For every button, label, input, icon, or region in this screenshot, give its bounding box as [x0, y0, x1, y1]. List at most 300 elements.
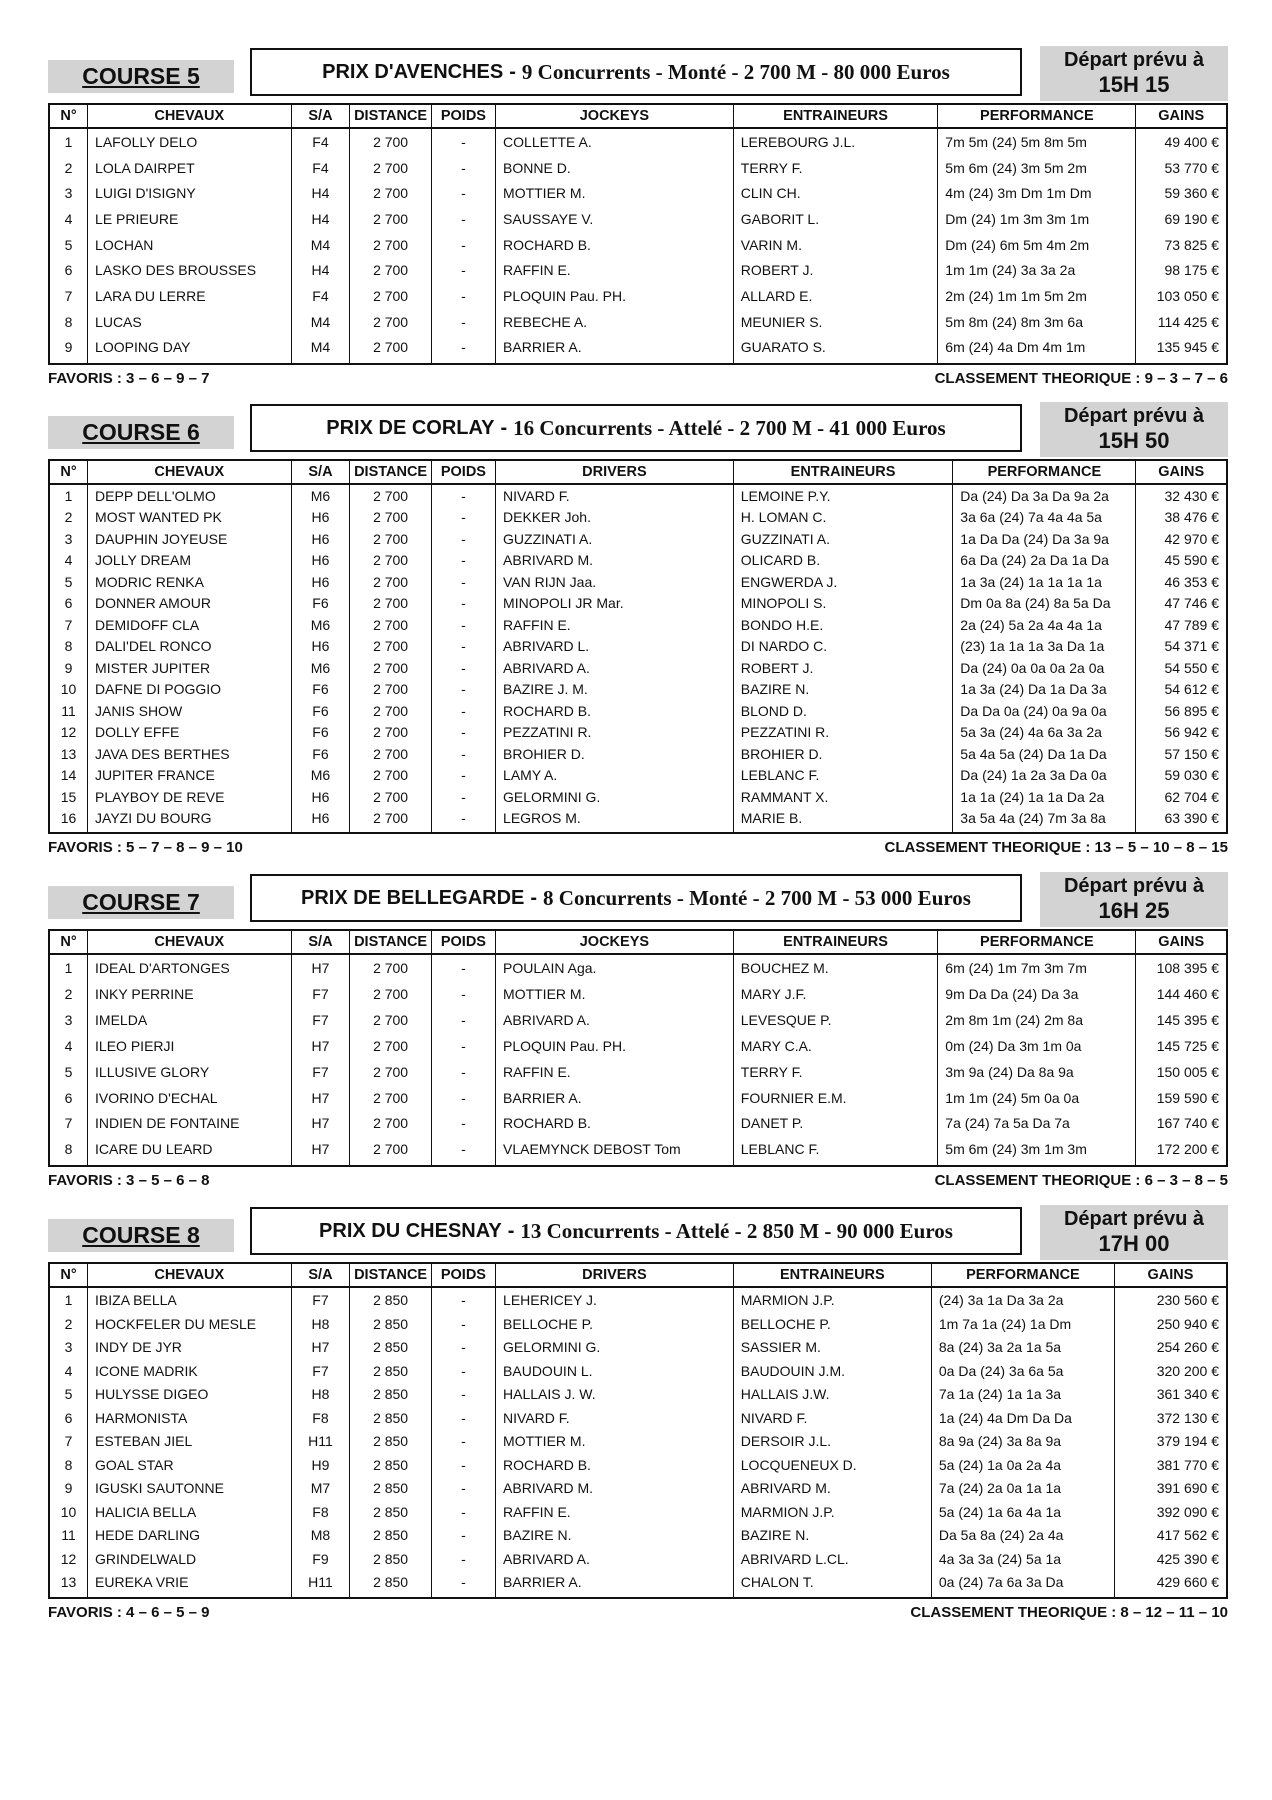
cell-rider: ROCHARD B. [496, 232, 734, 258]
cell-earnings: 53 770 € [1136, 155, 1227, 181]
cell-performance: 4m (24) 3m Dm 1m Dm [938, 180, 1136, 206]
cell-weight: - [431, 1500, 495, 1524]
col-header-distance: DISTANCE [350, 930, 431, 954]
cell-trainer: ROBERT J. [733, 257, 938, 283]
cell-rider: ROCHARD B. [496, 700, 734, 722]
cell-horse: MISTER JUPITER [88, 657, 291, 679]
table-row [49, 981, 1227, 1007]
col-header-sex-age: S/A [291, 460, 350, 484]
cell-distance: 2 700 [350, 657, 431, 679]
cell-performance: 7m 5m (24) 5m 8m 5m [938, 128, 1136, 155]
cell-trainer: OLICARD B. [733, 550, 953, 572]
cell-number: 10 [49, 679, 88, 701]
cell-weight: - [431, 657, 495, 679]
cell-trainer: MEUNIER S. [733, 309, 938, 335]
race-program-page [48, 46, 1228, 1623]
table-row [49, 528, 1227, 550]
cell-earnings: 32 430 € [1136, 484, 1227, 507]
cell-trainer: DI NARDO C. [733, 636, 953, 658]
cell-sex-age: H7 [291, 954, 350, 981]
table-row [49, 1476, 1227, 1500]
cell-rider: MOTTIER M. [496, 1429, 734, 1453]
favorites: FAVORIS : 3 – 6 – 9 – 7 [48, 370, 210, 388]
col-header-performance: PERFORMANCE [953, 460, 1136, 484]
cell-performance: 1a 3a (24) Da 1a Da 3a [953, 679, 1136, 701]
course-footer [48, 1171, 1228, 1191]
cell-number: 12 [49, 1547, 88, 1571]
col-header-jockeys: JOCKEYS [496, 930, 734, 954]
race-title-separator: - [530, 886, 538, 909]
cell-rider: VAN RIJN Jaa. [496, 571, 734, 593]
table-row [49, 257, 1227, 283]
cell-weight: - [431, 257, 495, 283]
cell-number: 9 [49, 657, 88, 679]
cell-distance: 2 700 [350, 700, 431, 722]
cell-performance: Dm (24) 1m 3m 3m 1m [938, 206, 1136, 232]
col-header-horses: CHEVAUX [88, 1263, 291, 1287]
cell-rider: PEZZATINI R. [496, 722, 734, 744]
col-header-earnings: GAINS [1136, 930, 1227, 954]
cell-number: 14 [49, 765, 88, 787]
cell-earnings: 42 970 € [1136, 528, 1227, 550]
cell-sex-age: M4 [291, 335, 350, 365]
cell-performance: Da Da 0a (24) 0a 9a 0a [953, 700, 1136, 722]
cell-weight: - [431, 507, 495, 529]
table-row [49, 786, 1227, 808]
cell-trainer: BAZIRE N. [733, 679, 953, 701]
cell-distance: 2 700 [350, 765, 431, 787]
cell-performance: 0m (24) Da 3m 1m 0a [938, 1033, 1136, 1059]
col-header-horses: CHEVAUX [88, 460, 291, 484]
cell-weight: - [431, 335, 495, 365]
cell-earnings: 59 360 € [1136, 180, 1227, 206]
cell-weight: - [431, 232, 495, 258]
cell-rider: REBECHE A. [496, 309, 734, 335]
cell-distance: 2 850 [350, 1570, 431, 1598]
cell-horse: DEPP DELL'OLMO [88, 484, 291, 507]
cell-trainer: MARIE B. [733, 808, 953, 834]
cell-rider: RAFFIN E. [496, 614, 734, 636]
course-8-section [48, 1205, 1228, 1623]
cell-number: 11 [49, 1523, 88, 1547]
cell-trainer: SASSIER M. [733, 1335, 931, 1359]
cell-weight: - [431, 283, 495, 309]
cell-sex-age: F6 [291, 743, 350, 765]
cell-performance: 0a Da (24) 3a 6a 5a [931, 1359, 1114, 1383]
cell-weight: - [431, 954, 495, 981]
departure-label: Départ prévu à [1063, 1208, 1205, 1231]
cell-earnings: 391 690 € [1115, 1476, 1228, 1500]
cell-rider: BAUDOUIN L. [496, 1359, 734, 1383]
cell-rider: ABRIVARD A. [496, 1007, 734, 1033]
cell-number: 8 [49, 1136, 88, 1166]
race-title-separator: - [509, 60, 516, 83]
runners-body [49, 954, 1227, 1166]
cell-trainer: MARMION J.P. [733, 1500, 931, 1524]
departure-time: 17H 00 [1098, 1231, 1170, 1257]
cell-horse: JOLLY DREAM [88, 550, 291, 572]
table-row [49, 1059, 1227, 1085]
cell-rider: BARRIER A. [496, 1085, 734, 1111]
course-footer [48, 369, 1228, 389]
cell-performance: 8a 9a (24) 3a 8a 9a [931, 1429, 1114, 1453]
table-row [49, 679, 1227, 701]
race-name: PRIX D'AVENCHES [322, 60, 504, 83]
cell-horse: IVORINO D'ECHAL [88, 1085, 291, 1111]
race-name: PRIX DU CHESNAY [319, 1219, 502, 1242]
cell-rider: BROHIER D. [496, 743, 734, 765]
cell-distance: 2 700 [350, 614, 431, 636]
cell-rider: RAFFIN E. [496, 1500, 734, 1524]
cell-performance: Dm (24) 6m 5m 4m 2m [938, 232, 1136, 258]
table-row [49, 1136, 1227, 1166]
cell-rider: GELORMINI G. [496, 786, 734, 808]
cell-trainer: TERRY F. [733, 1059, 938, 1085]
cell-horse: LAFOLLY DELO [88, 128, 291, 155]
cell-number: 8 [49, 636, 88, 658]
cell-distance: 2 700 [350, 155, 431, 181]
race-details: 8 Concurrents - Monté - 2 700 M - 53 000 Euros [543, 885, 971, 910]
cell-weight: - [431, 700, 495, 722]
cell-distance: 2 700 [350, 257, 431, 283]
theoretical-ranking: CLASSEMENT THEORIQUE : 6 – 3 – 8 – 5 [934, 1172, 1228, 1190]
cell-trainer: PEZZATINI R. [733, 722, 953, 744]
cell-horse: LARA DU LERRE [88, 283, 291, 309]
cell-horse: GRINDELWALD [88, 1547, 291, 1571]
cell-earnings: 57 150 € [1136, 743, 1227, 765]
cell-number: 6 [49, 257, 88, 283]
course-5-section [48, 46, 1228, 389]
cell-rider: RAFFIN E. [496, 1059, 734, 1085]
cell-horse: EUREKA VRIE [88, 1570, 291, 1598]
col-header-trainers: ENTRAINEURS [733, 460, 953, 484]
cell-earnings: 54 550 € [1136, 657, 1227, 679]
cell-earnings: 73 825 € [1136, 232, 1227, 258]
cell-sex-age: H11 [291, 1570, 350, 1598]
cell-sex-age: F8 [291, 1406, 350, 1430]
col-header-drivers: DRIVERS [496, 460, 734, 484]
favorites: FAVORIS : 4 – 6 – 5 – 9 [48, 1603, 210, 1621]
cell-performance: 8a (24) 3a 2a 1a 5a [931, 1335, 1114, 1359]
cell-horse: MOST WANTED PK [88, 507, 291, 529]
cell-weight: - [431, 155, 495, 181]
cell-horse: LUIGI D'ISIGNY [88, 180, 291, 206]
table-row [49, 309, 1227, 335]
cell-earnings: 372 130 € [1115, 1406, 1228, 1430]
col-header-weight: POIDS [431, 930, 495, 954]
table-row [49, 1382, 1227, 1406]
race-details: 9 Concurrents - Monté - 2 700 M - 80 000 Euros [521, 59, 950, 84]
cell-rider: MOTTIER M. [496, 981, 734, 1007]
table-row [49, 180, 1227, 206]
table-row [49, 1500, 1227, 1524]
cell-sex-age: M4 [291, 232, 350, 258]
table-header-row [49, 1263, 1227, 1287]
cell-rider: MOTTIER M. [496, 180, 734, 206]
cell-earnings: 167 740 € [1136, 1111, 1227, 1137]
course-7-section [48, 872, 1228, 1191]
cell-sex-age: F6 [291, 700, 350, 722]
table-row [49, 1085, 1227, 1111]
cell-trainer: NIVARD F. [733, 1406, 931, 1430]
cell-distance: 2 700 [350, 636, 431, 658]
cell-rider: VLAEMYNCK DEBOST Tom [496, 1136, 734, 1166]
cell-distance: 2 700 [350, 1033, 431, 1059]
cell-number: 2 [49, 981, 88, 1007]
cell-sex-age: M6 [291, 614, 350, 636]
cell-earnings: 254 260 € [1115, 1335, 1228, 1359]
cell-horse: GOAL STAR [88, 1453, 291, 1477]
cell-earnings: 145 395 € [1136, 1007, 1227, 1033]
cell-performance: 6m (24) 1m 7m 3m 7m [938, 954, 1136, 981]
cell-horse: IDEAL D'ARTONGES [88, 954, 291, 981]
cell-earnings: 114 425 € [1136, 309, 1227, 335]
cell-earnings: 250 940 € [1115, 1312, 1228, 1336]
cell-trainer: LEREBOURG J.L. [733, 128, 938, 155]
cell-number: 13 [49, 743, 88, 765]
cell-earnings: 54 371 € [1136, 636, 1227, 658]
cell-performance: 5m 6m (24) 3m 5m 2m [938, 155, 1136, 181]
col-header-trainers: ENTRAINEURS [733, 1263, 931, 1287]
cell-number: 11 [49, 700, 88, 722]
cell-performance: 2a (24) 5a 2a 4a 4a 1a [953, 614, 1136, 636]
cell-distance: 2 700 [350, 954, 431, 981]
cell-horse: MODRIC RENKA [88, 571, 291, 593]
cell-performance: 3m 9a (24) Da 8a 9a [938, 1059, 1136, 1085]
cell-trainer: ALLARD E. [733, 283, 938, 309]
cell-trainer: ENGWERDA J. [733, 571, 953, 593]
cell-horse: ILLUSIVE GLORY [88, 1059, 291, 1085]
cell-distance: 2 700 [350, 484, 431, 507]
departure-time: 16H 25 [1098, 898, 1170, 924]
cell-sex-age: F8 [291, 1500, 350, 1524]
cell-performance: 2m 8m 1m (24) 2m 8a [938, 1007, 1136, 1033]
race-title-box [250, 1207, 1022, 1255]
cell-number: 7 [49, 283, 88, 309]
cell-horse: ICARE DU LEARD [88, 1136, 291, 1166]
cell-distance: 2 850 [350, 1500, 431, 1524]
cell-earnings: 144 460 € [1136, 981, 1227, 1007]
cell-earnings: 230 560 € [1115, 1287, 1228, 1312]
cell-distance: 2 700 [350, 571, 431, 593]
cell-sex-age: M7 [291, 1476, 350, 1500]
col-header-number: N° [49, 104, 88, 128]
cell-number: 6 [49, 593, 88, 615]
col-header-horses: CHEVAUX [88, 104, 291, 128]
cell-number: 4 [49, 1033, 88, 1059]
cell-horse: DOLLY EFFE [88, 722, 291, 744]
cell-sex-age: M6 [291, 765, 350, 787]
cell-sex-age: F4 [291, 155, 350, 181]
cell-number: 7 [49, 1429, 88, 1453]
cell-trainer: LOCQUENEUX D. [733, 1453, 931, 1477]
cell-number: 3 [49, 180, 88, 206]
cell-distance: 2 700 [350, 1136, 431, 1166]
col-header-weight: POIDS [431, 104, 495, 128]
cell-distance: 2 700 [350, 593, 431, 615]
cell-performance: 6a Da (24) 2a Da 1a Da [953, 550, 1136, 572]
runners-body [49, 1287, 1227, 1598]
race-name: PRIX DE CORLAY [326, 416, 495, 439]
table-row [49, 1547, 1227, 1571]
cell-weight: - [431, 206, 495, 232]
cell-rider: BAZIRE N. [496, 1523, 734, 1547]
cell-weight: - [431, 180, 495, 206]
cell-earnings: 47 789 € [1136, 614, 1227, 636]
cell-trainer: ABRIVARD L.CL. [733, 1547, 931, 1571]
table-row [49, 1570, 1227, 1598]
cell-rider: PLOQUIN Pau. PH. [496, 283, 734, 309]
cell-trainer: DERSOIR J.L. [733, 1429, 931, 1453]
table-row [49, 206, 1227, 232]
cell-weight: - [431, 1453, 495, 1477]
cell-trainer: MINOPOLI S. [733, 593, 953, 615]
cell-sex-age: F6 [291, 679, 350, 701]
cell-trainer: VARIN M. [733, 232, 938, 258]
cell-sex-age: H6 [291, 507, 350, 529]
cell-distance: 2 700 [350, 206, 431, 232]
cell-rider: HALLAIS J. W. [496, 1382, 734, 1406]
cell-distance: 2 700 [350, 679, 431, 701]
col-header-distance: DISTANCE [350, 1263, 431, 1287]
cell-horse: LUCAS [88, 309, 291, 335]
cell-number: 5 [49, 571, 88, 593]
race-title-box [250, 874, 1022, 922]
cell-number: 1 [49, 1287, 88, 1312]
cell-horse: HULYSSE DIGEO [88, 1382, 291, 1406]
favorites: FAVORIS : 3 – 5 – 6 – 8 [48, 1172, 210, 1190]
col-header-distance: DISTANCE [350, 104, 431, 128]
cell-number: 10 [49, 1500, 88, 1524]
cell-earnings: 69 190 € [1136, 206, 1227, 232]
cell-sex-age: H6 [291, 528, 350, 550]
cell-rider: POULAIN Aga. [496, 954, 734, 981]
cell-trainer: LEBLANC F. [733, 1136, 938, 1166]
cell-earnings: 392 090 € [1115, 1500, 1228, 1524]
cell-number: 4 [49, 1359, 88, 1383]
cell-earnings: 47 746 € [1136, 593, 1227, 615]
cell-weight: - [431, 981, 495, 1007]
runners-table [48, 459, 1228, 834]
cell-rider: LAMY A. [496, 765, 734, 787]
cell-earnings: 98 175 € [1136, 257, 1227, 283]
cell-performance: 1a Da Da (24) Da 3a 9a [953, 528, 1136, 550]
cell-rider: LEHERICEY J. [496, 1287, 734, 1312]
cell-distance: 2 700 [350, 1059, 431, 1085]
cell-rider: BARRIER A. [496, 335, 734, 365]
col-header-performance: PERFORMANCE [938, 930, 1136, 954]
departure-box [1040, 872, 1228, 927]
cell-distance: 2 700 [350, 507, 431, 529]
cell-horse: IGUSKI SAUTONNE [88, 1476, 291, 1500]
departure-time: 15H 50 [1098, 428, 1170, 454]
table-row [49, 636, 1227, 658]
cell-distance: 2 700 [350, 722, 431, 744]
cell-distance: 2 700 [350, 1085, 431, 1111]
cell-number: 16 [49, 808, 88, 834]
cell-trainer: H. LOMAN C. [733, 507, 953, 529]
table-row [49, 335, 1227, 365]
cell-rider: RAFFIN E. [496, 257, 734, 283]
cell-weight: - [431, 1287, 495, 1312]
cell-earnings: 145 725 € [1136, 1033, 1227, 1059]
cell-number: 4 [49, 550, 88, 572]
cell-number: 1 [49, 954, 88, 981]
cell-weight: - [431, 484, 495, 507]
cell-weight: - [431, 1059, 495, 1085]
departure-time: 15H 15 [1098, 72, 1170, 97]
course-label: COURSE 5 [48, 60, 234, 93]
cell-performance: 0a (24) 7a 6a 3a Da [931, 1570, 1114, 1598]
course-header [48, 46, 1228, 101]
cell-trainer: LEMOINE P.Y. [733, 484, 953, 507]
cell-weight: - [431, 593, 495, 615]
cell-sex-age: M6 [291, 484, 350, 507]
runners-table [48, 929, 1228, 1167]
cell-earnings: 379 194 € [1115, 1429, 1228, 1453]
cell-performance: (23) 1a 1a 1a 3a Da 1a [953, 636, 1136, 658]
cell-rider: BARRIER A. [496, 1570, 734, 1598]
cell-distance: 2 850 [350, 1547, 431, 1571]
cell-weight: - [431, 743, 495, 765]
cell-trainer: MARY J.F. [733, 981, 938, 1007]
cell-trainer: DANET P. [733, 1111, 938, 1137]
col-header-sex-age: S/A [291, 104, 350, 128]
course-label: COURSE 7 [48, 886, 234, 919]
cell-trainer: TERRY F. [733, 155, 938, 181]
cell-earnings: 425 390 € [1115, 1547, 1228, 1571]
race-title-separator: - [507, 1219, 515, 1242]
cell-performance: 1a 1a (24) 1a 1a Da 2a [953, 786, 1136, 808]
cell-weight: - [431, 765, 495, 787]
cell-performance: 1m 7a 1a (24) 1a Dm [931, 1312, 1114, 1336]
cell-rider: ROCHARD B. [496, 1111, 734, 1137]
cell-horse: HOCKFELER DU MESLE [88, 1312, 291, 1336]
departure-box [1040, 402, 1228, 457]
cell-distance: 2 700 [350, 808, 431, 834]
cell-performance: 3a 6a (24) 7a 4a 4a 5a [953, 507, 1136, 529]
cell-trainer: BAUDOUIN J.M. [733, 1359, 931, 1383]
col-header-earnings: GAINS [1136, 460, 1227, 484]
cell-sex-age: F7 [291, 981, 350, 1007]
table-row [49, 743, 1227, 765]
cell-sex-age: F6 [291, 593, 350, 615]
cell-performance: 5a (24) 1a 0a 2a 4a [931, 1453, 1114, 1477]
table-row [49, 1111, 1227, 1137]
cell-horse: PLAYBOY DE REVE [88, 786, 291, 808]
cell-weight: - [431, 309, 495, 335]
cell-rider: ABRIVARD M. [496, 1476, 734, 1500]
cell-performance: 1a 3a (24) 1a 1a 1a 1a [953, 571, 1136, 593]
cell-weight: - [431, 1429, 495, 1453]
cell-sex-age: F7 [291, 1059, 350, 1085]
cell-rider: LEGROS M. [496, 808, 734, 834]
cell-trainer: BLOND D. [733, 700, 953, 722]
cell-sex-age: H6 [291, 808, 350, 834]
race-details: 16 Concurrents - Attelé - 2 700 M - 41 000 Euros [513, 415, 946, 440]
cell-weight: - [431, 1136, 495, 1166]
cell-earnings: 417 562 € [1115, 1523, 1228, 1547]
cell-trainer: RAMMANT X. [733, 786, 953, 808]
table-row [49, 155, 1227, 181]
table-row [49, 593, 1227, 615]
cell-number: 6 [49, 1406, 88, 1430]
table-header-row [49, 930, 1227, 954]
table-row [49, 700, 1227, 722]
col-header-number: N° [49, 1263, 88, 1287]
cell-weight: - [431, 128, 495, 155]
cell-horse: INKY PERRINE [88, 981, 291, 1007]
